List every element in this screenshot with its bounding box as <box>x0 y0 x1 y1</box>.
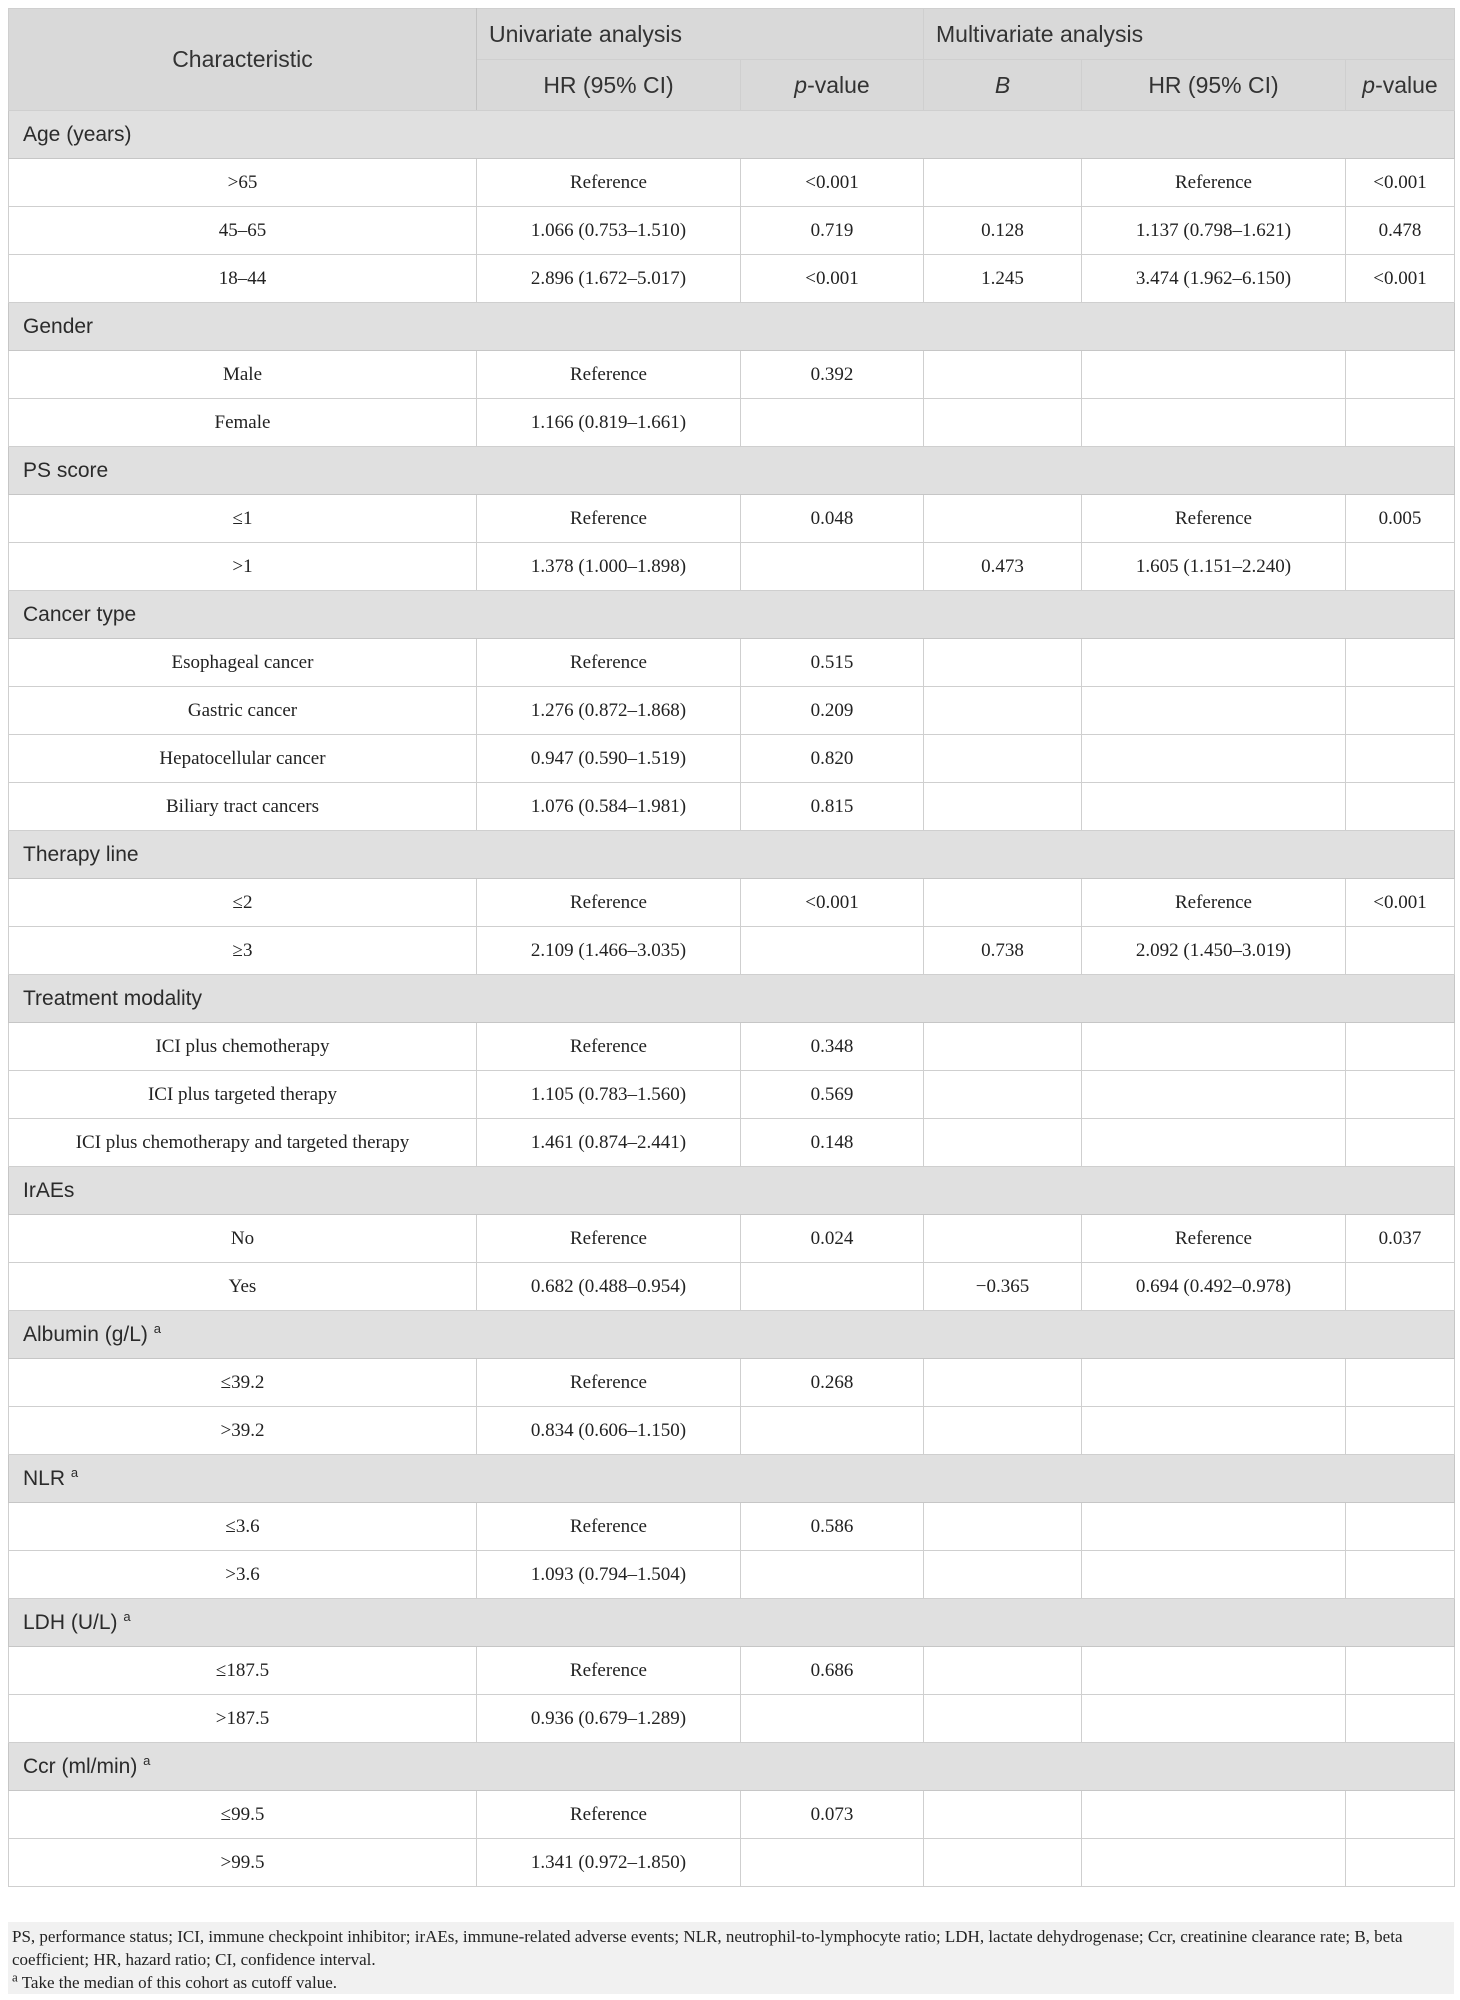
label-cell: 45–65 <box>9 207 477 255</box>
label-cell: Gastric cancer <box>9 687 477 735</box>
table-row <box>9 1551 1455 1599</box>
multi-hr-cell: 2.092 (1.450–3.019) <box>1082 927 1346 975</box>
b-cell <box>924 735 1082 783</box>
p-value-cell: 0.515 <box>741 639 924 687</box>
p-value-cell: 0.268 <box>741 1359 924 1407</box>
hr-cell: 1.378 (1.000–1.898) <box>477 543 741 591</box>
multi-hr-cell <box>1082 1359 1346 1407</box>
footnote-note-text: Take the median of this cohort as cutoff value. <box>21 1973 337 1992</box>
b-cell <box>924 495 1082 543</box>
hr-cell: Reference <box>477 1791 741 1839</box>
hr-cell: Reference <box>477 351 741 399</box>
section-title-text: Ccr (ml/min) <box>23 1754 138 1778</box>
header-multi-hr: HR (95% CI) <box>1082 60 1346 111</box>
section-title <box>9 1311 1455 1359</box>
p-value-cell <box>741 1551 924 1599</box>
header-multi-p <box>1346 60 1455 111</box>
multi-hr-cell: Reference <box>1082 495 1346 543</box>
table-row <box>9 1647 1455 1695</box>
multi-hr-cell <box>1082 1551 1346 1599</box>
section-row <box>9 111 1455 159</box>
b-cell: 0.738 <box>924 927 1082 975</box>
label-cell: ICI plus chemotherapy and targeted therapy <box>9 1119 477 1167</box>
p-value-cell: 0.048 <box>741 495 924 543</box>
b-cell <box>924 879 1082 927</box>
label-cell: Male <box>9 351 477 399</box>
multi-hr-cell <box>1082 1503 1346 1551</box>
label-cell: Yes <box>9 1263 477 1311</box>
b-cell <box>924 1839 1082 1887</box>
hr-cell: 1.276 (0.872–1.868) <box>477 687 741 735</box>
p-value-cell: 0.686 <box>741 1647 924 1695</box>
multi-hr-cell <box>1082 1839 1346 1887</box>
multi-hr-cell <box>1082 1071 1346 1119</box>
p-value-cell <box>741 1839 924 1887</box>
footnote-marker: a <box>153 1320 161 1336</box>
b-cell <box>924 1407 1082 1455</box>
header-row-groups <box>9 9 1455 60</box>
b-cell <box>924 783 1082 831</box>
section-title <box>9 591 1455 639</box>
table-footnotes <box>8 1922 1454 1994</box>
p-value-cell: 0.073 <box>741 1791 924 1839</box>
table-row <box>9 1839 1455 1887</box>
multi-p-value-cell <box>1346 783 1455 831</box>
multi-p-value-cell <box>1346 1791 1455 1839</box>
label-cell: 18–44 <box>9 255 477 303</box>
section-row <box>9 303 1455 351</box>
footnote-note <box>12 1971 1450 1994</box>
multi-p-value-cell <box>1346 735 1455 783</box>
table-row <box>9 1503 1455 1551</box>
section-row <box>9 1743 1455 1791</box>
b-cell <box>924 1503 1082 1551</box>
p-value-cell: 0.569 <box>741 1071 924 1119</box>
header-uni-p-italic: p <box>794 71 808 98</box>
table-row <box>9 1791 1455 1839</box>
footnote-marker: a <box>123 1608 131 1624</box>
hr-cell: Reference <box>477 1359 741 1407</box>
p-value-cell: 0.209 <box>741 687 924 735</box>
section-title-text: Age (years) <box>23 122 132 146</box>
multi-p-value-cell <box>1346 1503 1455 1551</box>
label-cell: >187.5 <box>9 1695 477 1743</box>
multi-hr-cell: 0.694 (0.492–0.978) <box>1082 1263 1346 1311</box>
label-cell: ≥3 <box>9 927 477 975</box>
label-cell: >3.6 <box>9 1551 477 1599</box>
header-multi-b <box>924 60 1082 111</box>
multi-hr-cell <box>1082 351 1346 399</box>
header-univariate: Univariate analysis <box>477 9 924 60</box>
multi-hr-cell <box>1082 399 1346 447</box>
p-value-cell: 0.392 <box>741 351 924 399</box>
table-row <box>9 1407 1455 1455</box>
table-row <box>9 735 1455 783</box>
b-cell <box>924 687 1082 735</box>
section-title-text: Albumin (g/L) <box>23 1322 148 1346</box>
table-row <box>9 1359 1455 1407</box>
hr-cell: 0.936 (0.679–1.289) <box>477 1695 741 1743</box>
multi-p-value-cell <box>1346 543 1455 591</box>
multi-p-value-cell <box>1346 1695 1455 1743</box>
hr-cell: Reference <box>477 639 741 687</box>
section-row <box>9 591 1455 639</box>
hr-cell: 1.105 (0.783–1.560) <box>477 1071 741 1119</box>
multi-hr-cell <box>1082 639 1346 687</box>
b-cell <box>924 1359 1082 1407</box>
multi-hr-cell <box>1082 1695 1346 1743</box>
table-row <box>9 879 1455 927</box>
multi-p-value-cell <box>1346 1071 1455 1119</box>
hr-cell: 2.896 (1.672–5.017) <box>477 255 741 303</box>
multi-p-value-cell <box>1346 1119 1455 1167</box>
table-row <box>9 1119 1455 1167</box>
hr-cell: 0.682 (0.488–0.954) <box>477 1263 741 1311</box>
section-title-text: Cancer type <box>23 602 137 626</box>
footnote-marker: a <box>70 1464 79 1480</box>
b-cell <box>924 1215 1082 1263</box>
multi-hr-cell <box>1082 1119 1346 1167</box>
b-cell <box>924 1791 1082 1839</box>
cox-regression-table <box>8 8 1455 1887</box>
section-title <box>9 303 1455 351</box>
hr-cell: 1.166 (0.819–1.661) <box>477 399 741 447</box>
p-value-cell <box>741 1695 924 1743</box>
section-row <box>9 1167 1455 1215</box>
footnote-abbreviations: PS, performance status; ICI, immune checkpoint inhibitor; irAEs, immune-related adverse events; NLR, neutrophil-to-lymphocyte ratio; LDH, lactate dehydrogenase; Ccr, creatinine clearance rate; B, beta coefficient; HR, hazard ratio; CI, confidence interval. <box>12 1927 1403 1969</box>
multi-hr-cell: Reference <box>1082 1215 1346 1263</box>
table-row <box>9 495 1455 543</box>
label-cell: ≤39.2 <box>9 1359 477 1407</box>
section-title <box>9 1743 1455 1791</box>
section-title-text: PS score <box>23 458 109 482</box>
table-row <box>9 255 1455 303</box>
multi-hr-cell: 1.605 (1.151–2.240) <box>1082 543 1346 591</box>
table-row <box>9 687 1455 735</box>
section-row <box>9 1455 1455 1503</box>
table-row <box>9 1263 1455 1311</box>
header-multivariate: Multivariate analysis <box>924 9 1455 60</box>
section-title-text: IrAEs <box>23 1178 75 1202</box>
hr-cell: 1.461 (0.874–2.441) <box>477 1119 741 1167</box>
section-title-text: LDH (U/L) <box>23 1610 118 1634</box>
label-cell: >1 <box>9 543 477 591</box>
label-cell: No <box>9 1215 477 1263</box>
hr-cell: 2.109 (1.466–3.035) <box>477 927 741 975</box>
label-cell: ≤1 <box>9 495 477 543</box>
b-cell <box>924 1695 1082 1743</box>
multi-p-value-cell <box>1346 351 1455 399</box>
table-row <box>9 783 1455 831</box>
multi-hr-cell <box>1082 783 1346 831</box>
table-row <box>9 1695 1455 1743</box>
hr-cell: Reference <box>477 1647 741 1695</box>
section-title <box>9 1455 1455 1503</box>
p-value-cell: 0.348 <box>741 1023 924 1071</box>
label-cell: Hepatocellular cancer <box>9 735 477 783</box>
table-body <box>9 111 1455 1887</box>
multi-hr-cell: 1.137 (0.798–1.621) <box>1082 207 1346 255</box>
multi-hr-cell <box>1082 735 1346 783</box>
p-value-cell: 0.586 <box>741 1503 924 1551</box>
multi-p-value-cell: <0.001 <box>1346 879 1455 927</box>
hr-cell: Reference <box>477 1215 741 1263</box>
hr-cell: Reference <box>477 1503 741 1551</box>
table-row <box>9 351 1455 399</box>
multi-p-value-cell: 0.037 <box>1346 1215 1455 1263</box>
table-row <box>9 1071 1455 1119</box>
hr-cell: Reference <box>477 495 741 543</box>
section-row <box>9 447 1455 495</box>
multi-p-value-cell: <0.001 <box>1346 159 1455 207</box>
multi-p-value-cell <box>1346 927 1455 975</box>
p-value-cell: <0.001 <box>741 159 924 207</box>
label-cell: Female <box>9 399 477 447</box>
section-row <box>9 1599 1455 1647</box>
b-cell: 0.128 <box>924 207 1082 255</box>
p-value-cell <box>741 543 924 591</box>
section-title-text: Gender <box>23 314 94 338</box>
label-cell: ≤187.5 <box>9 1647 477 1695</box>
multi-hr-cell <box>1082 1791 1346 1839</box>
hr-cell: 0.834 (0.606–1.150) <box>477 1407 741 1455</box>
multi-hr-cell: Reference <box>1082 879 1346 927</box>
multi-p-value-cell <box>1346 1551 1455 1599</box>
section-title-text: Treatment modality <box>23 986 202 1010</box>
p-value-cell: 0.024 <box>741 1215 924 1263</box>
hr-cell: 0.947 (0.590–1.519) <box>477 735 741 783</box>
section-row <box>9 1311 1455 1359</box>
b-cell <box>924 399 1082 447</box>
header-multi-p-suffix: -value <box>1375 71 1438 98</box>
section-title-text: NLR <box>23 1466 66 1490</box>
multi-hr-cell <box>1082 1407 1346 1455</box>
multi-p-value-cell <box>1346 1407 1455 1455</box>
hr-cell: 1.066 (0.753–1.510) <box>477 207 741 255</box>
table-row <box>9 927 1455 975</box>
b-cell <box>924 1071 1082 1119</box>
header-characteristic: Characteristic <box>9 9 477 111</box>
header-multi-p-italic: p <box>1362 71 1376 98</box>
section-title <box>9 111 1455 159</box>
section-title <box>9 1167 1455 1215</box>
hr-cell: 1.341 (0.972–1.850) <box>477 1839 741 1887</box>
section-title-text: Therapy line <box>23 842 139 866</box>
b-cell <box>924 159 1082 207</box>
label-cell: >65 <box>9 159 477 207</box>
p-value-cell: 0.820 <box>741 735 924 783</box>
header-uni-p <box>741 60 924 111</box>
p-value-cell <box>741 399 924 447</box>
hr-cell: 1.093 (0.794–1.504) <box>477 1551 741 1599</box>
multi-p-value-cell <box>1346 1839 1455 1887</box>
multi-p-value-cell <box>1346 639 1455 687</box>
table-row <box>9 159 1455 207</box>
b-cell: 1.245 <box>924 255 1082 303</box>
multi-hr-cell: Reference <box>1082 159 1346 207</box>
multi-hr-cell <box>1082 687 1346 735</box>
section-title <box>9 1599 1455 1647</box>
b-cell: −0.365 <box>924 1263 1082 1311</box>
label-cell: ICI plus targeted therapy <box>9 1071 477 1119</box>
footnote-marker: a <box>143 1752 151 1768</box>
table-row <box>9 1215 1455 1263</box>
label-cell: ICI plus chemotherapy <box>9 1023 477 1071</box>
p-value-cell: 0.148 <box>741 1119 924 1167</box>
label-cell: Biliary tract cancers <box>9 783 477 831</box>
multi-p-value-cell <box>1346 687 1455 735</box>
hr-cell: Reference <box>477 159 741 207</box>
multi-p-value-cell: 0.478 <box>1346 207 1455 255</box>
multi-p-value-cell <box>1346 1023 1455 1071</box>
label-cell: Esophageal cancer <box>9 639 477 687</box>
table-row <box>9 639 1455 687</box>
hr-cell: Reference <box>477 1023 741 1071</box>
hr-cell: Reference <box>477 879 741 927</box>
p-value-cell <box>741 927 924 975</box>
multi-hr-cell <box>1082 1023 1346 1071</box>
p-value-cell <box>741 1263 924 1311</box>
p-value-cell: 0.815 <box>741 783 924 831</box>
header-uni-p-suffix: -value <box>807 71 870 98</box>
section-row <box>9 975 1455 1023</box>
b-cell <box>924 1023 1082 1071</box>
b-cell <box>924 639 1082 687</box>
section-title <box>9 831 1455 879</box>
section-title <box>9 975 1455 1023</box>
multi-p-value-cell: 0.005 <box>1346 495 1455 543</box>
multi-hr-cell: 3.474 (1.962–6.150) <box>1082 255 1346 303</box>
multi-p-value-cell: <0.001 <box>1346 255 1455 303</box>
p-value-cell: 0.719 <box>741 207 924 255</box>
footnote-marker: a <box>12 1969 18 1985</box>
results-table-container <box>8 8 1454 1887</box>
p-value-cell: <0.001 <box>741 255 924 303</box>
b-cell: 0.473 <box>924 543 1082 591</box>
header-uni-hr: HR (95% CI) <box>477 60 741 111</box>
hr-cell: 1.076 (0.584–1.981) <box>477 783 741 831</box>
table-row <box>9 207 1455 255</box>
label-cell: ≤3.6 <box>9 1503 477 1551</box>
table-row <box>9 399 1455 447</box>
table-row <box>9 543 1455 591</box>
section-title <box>9 447 1455 495</box>
b-cell <box>924 1647 1082 1695</box>
label-cell: >39.2 <box>9 1407 477 1455</box>
multi-p-value-cell <box>1346 1263 1455 1311</box>
header-multi-b-italic: B <box>994 71 1011 98</box>
section-row <box>9 831 1455 879</box>
label-cell: ≤99.5 <box>9 1791 477 1839</box>
label-cell: ≤2 <box>9 879 477 927</box>
multi-p-value-cell <box>1346 399 1455 447</box>
b-cell <box>924 1551 1082 1599</box>
multi-p-value-cell <box>1346 1647 1455 1695</box>
p-value-cell <box>741 1407 924 1455</box>
b-cell <box>924 351 1082 399</box>
p-value-cell: <0.001 <box>741 879 924 927</box>
multi-hr-cell <box>1082 1647 1346 1695</box>
multi-p-value-cell <box>1346 1359 1455 1407</box>
b-cell <box>924 1119 1082 1167</box>
label-cell: >99.5 <box>9 1839 477 1887</box>
table-row <box>9 1023 1455 1071</box>
